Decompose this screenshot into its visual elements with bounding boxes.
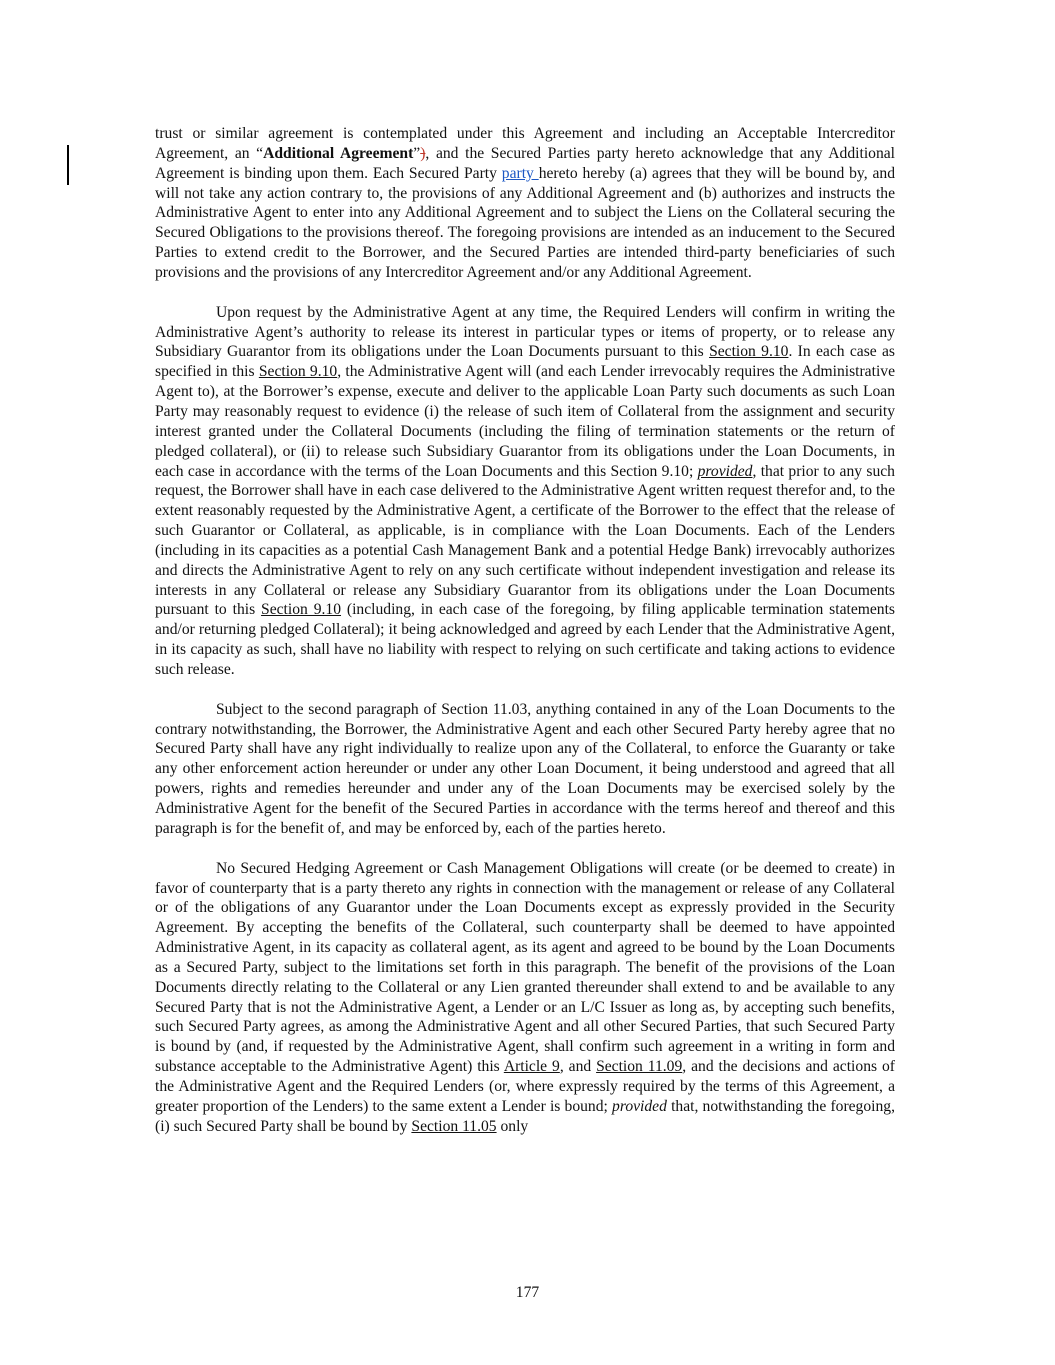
- section-reference: Section 9.10: [261, 601, 342, 619]
- section-reference: Section 9.10: [258, 363, 338, 381]
- deleted-text: ): [420, 144, 426, 162]
- page-number: 177: [515, 1284, 540, 1301]
- provided-term: provided: [612, 1097, 667, 1115]
- section-reference: Section 11.05: [411, 1117, 497, 1135]
- paragraph-secured-hedging: No Secured Hedging Agreement or Cash Management Obligations will create (or be deemed to create) in favor of counterparty that is a party thereto any rights in connection with the management or release of any Collateral or of the obligations of any Guarantor under the Loan Documents except as expressly provided in the Security Agreement. By accepting the benefits of the Collateral, such counterparty shall be deemed to have appointed Administrative Agent, in its capacity as collateral agent, as its agent and agreed to be bound by the Loan Documents as a Secured Party, subject to the limitations set forth in this paragraph. The benefit of the provisions of the Loan Documents directly relating to the Collateral or any Lien granted thereunder shall extend to and be available to any Secured Party that is not the Administrative Agent, a Lender or an L/C Issuer as long as, by accepting such benefits, such Secured Party agrees, as among the Administrative Agent and all other Secured Parties, that such Secured Party is bound by (and, if requested by the Administrative Agent, shall confirm such agreement in a writing in form and substance acceptable to the Administrative Agent) this Article 9, and Section 11.09, and the decisions and actions of the Administrative Agent and the Required Lenders (or, where expressly required by the terms of this Agreement, a greater proportion of the Lenders) to the same extent a Lender is bound; provided that, notwithstanding the foregoing, (i) such Secured Party shall be bound by Section 11.05 only: [155, 859, 895, 1135]
- inserted-text: party: [501, 164, 539, 182]
- paragraph-release-request: Upon request by the Administrative Agent at any time, the Required Lenders will confirm in writing the Administrative Agent’s authority to release its interest in particular types or items of property, or to release any Subsidiary Guarantor from its obligations under the Loan Documents pursuant to this Section 9.10. In each case as specified in this Section 9.10, the Administrative Agent will (and each Lender irrevocably requires the Administrative Agent to), at the Borrower’s expense, execute and deliver to the applicable Loan Party such documents as such Loan Party may reasonably request to evidence (i) the release of such item of Collateral from the assignment and security interest granted under the Collateral Documents (including the filing of termination statements or the return of pledged collateral), or (ii) to release such Subsidiary Guarantor from its obligations under the Loan Documents, in each case in accordance with the terms of the Loan Documents and this Section 9.10; provided, that prior to any such request, the Borrower shall have in each case delivered to the Administrative Agent written request therefor and, to the extent reasonably requested by the Administrative Agent, a certificate of the Borrower to the effect that the release of such Guarantor or Collateral, as applicable, is in compliance with the Loan Documents. Each of the Lenders (including in its capacities as a potential Cash Management Bank and a potential Hedge Bank) irrevocably authorizes and directs the Administrative Agent to rely on any such certificate without independent investigation and release its interests in any Collateral or release any Subsidiary Guarantor from its obligations under the Loan Documents pursuant to this Section 9.10 (including, in each case of the foregoing, by filing applicable termination statements and/or returning pledged Collateral); it being acknowledged and agreed by each Lender that the Administrative Agent, in its capacity as such, shall have no liability with respect to relying on such certificate and taking actions to evidence such release.: [155, 303, 895, 678]
- article-reference: Article 9: [503, 1058, 560, 1076]
- paragraph-additional-agreement: trust or similar agreement is contemplated under this Agreement and including an Acceptable Intercreditor Agreement, an “Additional Agreement”), and the Secured Parties party hereto acknowledge that any Additional Agreement is binding upon them. Each Secured Party party hereto hereby (a) agrees that they will be bound by, and will not take any action contrary to, the provisions of any Additional Agreement and (b) authorizes and instructs the Administrative Agent to enter into any Additional Agreement and to subject the Liens on the Collateral securing the Secured Obligations to the provisions thereof. The foregoing provisions are intended as an inducement to the Secured Parties to extend credit to the Borrower, and the Secured Parties are intended third-party beneficiaries of such provisions and the provisions of any Intercreditor Agreement and/or any Additional Agreement.: [155, 125, 895, 281]
- paragraph-enforcement: Subject to the second paragraph of Section 11.03, anything contained in any of the Loan Documents to the contrary notwithstanding, the Borrower, the Administrative Agent and each other Secured Party hereby agree that no Secured Party shall have any right individually to realize upon any of the Collateral, to enforce the Guaranty or take any other enforcement action hereunder or under any other Loan Document, it being understood and agreed that all powers, rights and remedies hereunder and under any of the Loan Documents may be exercised solely by the Administrative Agent for the benefit of the Secured Parties in accordance with the terms hereof and thereof and this paragraph is for the benefit of, and may be enforced by, each of the parties hereto.: [155, 700, 895, 837]
- section-reference: Section 9.10: [709, 343, 789, 361]
- section-reference: Section 11.09: [596, 1058, 683, 1076]
- provided-term: provided: [697, 462, 753, 480]
- revision-change-bar: [67, 145, 69, 185]
- document-body: [155, 124, 895, 1137]
- defined-term-additional-agreement: Additional Agreement: [263, 144, 414, 162]
